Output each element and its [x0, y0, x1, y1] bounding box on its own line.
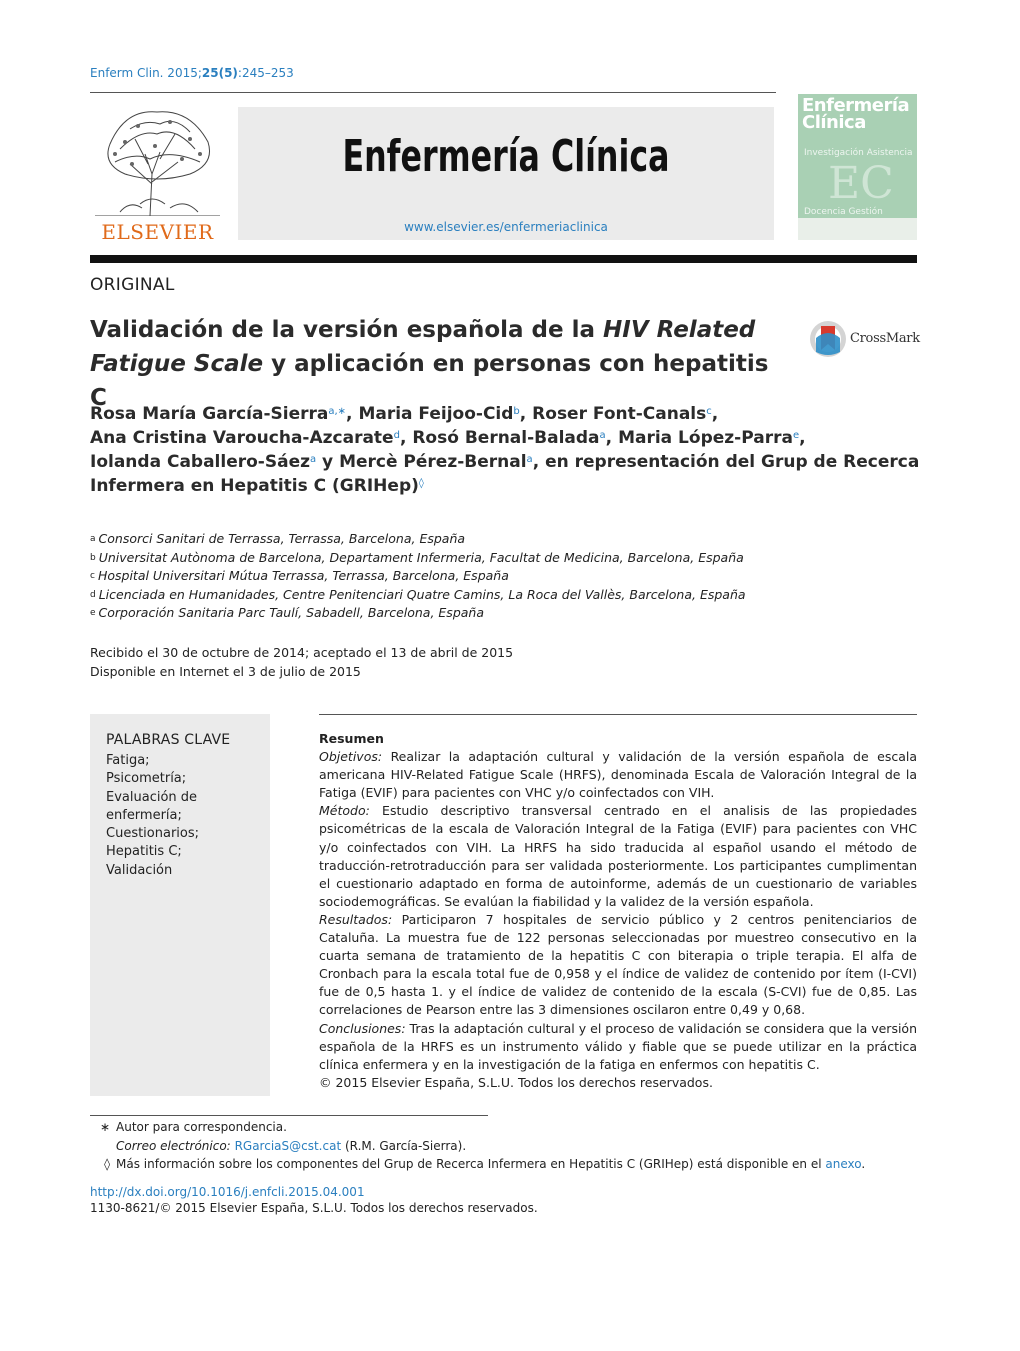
author-name: Ana Cristina Varoucha-Azcarate — [90, 428, 394, 448]
author-affiliation-mark[interactable]: b — [513, 406, 520, 417]
cover-monogram: EC — [828, 158, 894, 209]
abstract-heading: Resumen — [319, 731, 384, 746]
cover-subtitle-2: Docencia Gestión — [804, 207, 883, 217]
abstract-copyright: © 2015 Elsevier España, S.L.U. Todos los derechos reservados. — [319, 1074, 713, 1090]
author-name: Roser Font-Canals — [532, 404, 707, 424]
abstract-conclusions: Conclusiones: Tras la adaptación cultural y el proceso de validación se considera que la versión española de la HRFS es un instrumento válido y fiable que se puede utilizar en la práctica clínica enfermera y en la investigación de la fatiga en enfermos con hepatitis C. — [319, 1020, 918, 1072]
abstract — [319, 730, 917, 1092]
affiliation-item: $^c$ Hospital Universitari Mútua Terrassa, Terrassa, Barcelona, España — [90, 568, 509, 583]
header-divider — [90, 92, 776, 93]
citation-link[interactable]: Enferm Clin. 2015;25(5):245–253 — [90, 66, 294, 80]
crossmark-icon — [808, 318, 848, 360]
email-link[interactable]: RGarciaS@cst.cat — [234, 1138, 342, 1153]
keywords-box — [90, 714, 270, 1096]
keyword-item: Validación — [106, 862, 173, 878]
footnote-divider — [90, 1115, 488, 1116]
affiliation-item: $^a$ Consorci Sanitari de Terrassa, Terrassa, Barcelona, España — [90, 531, 466, 546]
author-name: Rosa María García-Sierra — [90, 404, 329, 424]
elsevier-logo — [90, 104, 225, 244]
author-affiliation-mark[interactable]: a — [526, 454, 533, 465]
header-thick-divider — [90, 255, 917, 263]
keywords-list — [106, 752, 199, 880]
publication-dates — [90, 644, 513, 681]
keyword-item: Fatiga; — [106, 753, 150, 768]
cover-subtitle: Investigación Asistencia — [804, 148, 913, 158]
keyword-item: Evaluación de — [106, 789, 198, 805]
doi-link[interactable]: http://dx.doi.org/10.1016/j.enfcli.2015.04.001 — [90, 1185, 365, 1199]
author-name: Maria López-Parra — [618, 428, 793, 448]
journal-title: Enfermería Clínica — [342, 131, 670, 182]
footnotes — [90, 1118, 865, 1174]
footnote-email: Correo electrónico: RGarciaS@cst.cat (R.M. García-Sierra). — [116, 1138, 467, 1153]
affiliation-item: $^d$ Licenciada en Humanidades, Centre Penitenciari Quatre Camins, La Roca del Vallès, Barcelona, España — [90, 586, 746, 602]
journal-cover-thumbnail — [798, 94, 917, 240]
footnote-group: ◊ Más información sobre los componentes del Grup de Recerca Infermera en Hepatitis C (GRIHep) está disponible en el anexo. — [104, 1157, 866, 1171]
journal-banner — [238, 107, 774, 240]
affiliations — [90, 530, 746, 623]
author-affiliation-mark[interactable]: a — [310, 454, 317, 465]
keyword-item: Hepatitis C; — [106, 844, 182, 860]
online-date: Disponible en Internet el 3 de julio de 2015 — [90, 663, 361, 679]
publisher-name: ELSEVIER — [101, 220, 214, 244]
article-title: Validación de la versión española de la HIV Related Fatigue Scale y aplicación en personas con hepatitis C — [90, 317, 769, 411]
author-name: Rosó Bernal-Balada — [412, 428, 600, 448]
author-affiliation-mark[interactable]: e — [792, 430, 800, 441]
affiliation-item: $^b$ Universitat Autònoma de Barcelona, Departament Infermeria, Facultat de Medicina, Barcelona, España — [90, 549, 744, 565]
cover-title: Enfermería Clínica — [802, 95, 910, 133]
annex-link[interactable]: anexo — [825, 1157, 862, 1171]
elsevier-tree-icon — [90, 104, 225, 216]
keyword-item: Psicometría; — [106, 771, 187, 787]
footnote-corresponding: ∗ Autor para correspondencia. — [99, 1120, 287, 1134]
section-label: ORIGINAL — [90, 275, 175, 295]
abstract-methods: Método: Estudio descriptivo transversal centrado en el analisis de las propiedades psicométricas de la escala de Valoración Integral de la Fatiga (EVIF) para pacientes con VHC y/o coinfectados con VIH. La HRFS ha sido traducida al español usando el método de traducción-retrotraducción para ser validada posteriormente. Los participantes cumplimentan el cuestionario adaptado en forma de autoinforme, además de un cuestionario de variables sociodemográficas. Se evalúan la fiabilidad y la validez de la versión española. — [319, 803, 917, 909]
crossmark-label: CrossMark — [850, 331, 920, 346]
author-name: Iolanda Caballero-Sáez — [90, 452, 310, 472]
author-name: Mercè Pérez-Bernal — [339, 452, 527, 472]
keyword-item: Cuestionarios; — [106, 826, 200, 842]
author-affiliation-mark[interactable]: a — [599, 430, 606, 441]
author-affiliation-mark[interactable]: a,∗ — [328, 406, 347, 417]
issn-copyright: 1130-8621/© 2015 Elsevier España, S.L.U. Todos los derechos reservados. — [90, 1201, 538, 1215]
author-list: Rosa María García-Sierra$^{a,∗}$, Maria Feijoo-Cid$^b$, Roser Font-Canals$^c$, Ana Cristina Varoucha-Azcarate$^d$, Rosó Bernal-Balada$^a$, Maria López-Parra$^e$, Iolanda Caballero-Sáez$^a$ y Mercè Pérez-Bernal$^a$, en representación del Grup de Recerca Infermera en Hepatitis C (GRIHep)◊ — [90, 404, 920, 496]
crossmark-badge[interactable] — [808, 318, 920, 360]
keywords-heading: PALABRAS CLAVE — [106, 732, 231, 748]
keyword-item: enfermería; — [106, 807, 182, 823]
author-group-mark[interactable]: ◊ — [418, 478, 424, 489]
author-affiliation-mark[interactable]: d — [393, 430, 400, 441]
author-name: Maria Feijoo-Cid — [358, 404, 514, 424]
author-group-name: Infermera en Hepatitis C (GRIHep) — [90, 476, 419, 496]
abstract-divider — [319, 714, 917, 715]
abstract-results: Resultados: Participaron 7 hospitales de servicio público y 2 centros penitenciarios de Cataluña. La muestra fue de 122 personas seleccionadas por muestreo consecutivo en la cuarta semana de tratamiento de la hepatitis C con biterapia o triple terapia. El alfa de Cronbach para la escala total fue de 0,958 y el índice de validez de contenido por ítem (I-CVI) fue de 0,5 hasta 1. y el índice de validez de contenido de la escala (S-CVI) fue de 0,85. Las correlaciones de Pearson entre las 3 dimensiones oscilaron entre 0,49 y 0,68. — [319, 911, 917, 1018]
abstract-objectives: Objetivos: Realizar la adaptación cultural y validación de la versión española de escala americana HIV-Related Fatigue Scale (HRFS), denominada Escala de Valoración Integral de la Fatiga (EVIF) para pacientes con VHC y/o coinfectados con VIH. — [319, 749, 917, 801]
cover-footer-strip — [798, 218, 917, 240]
received-date: Recibido el 30 de octubre de 2014; aceptado el 13 de abril de 2015 — [90, 645, 514, 660]
affiliation-item: $^e$ Corporación Sanitaria Parc Taulí, Sabadell, Barcelona, España — [90, 605, 484, 620]
author-affiliation-mark[interactable]: c — [706, 406, 712, 417]
journal-url-link[interactable]: www.elsevier.es/enfermeriaclinica — [404, 220, 608, 234]
